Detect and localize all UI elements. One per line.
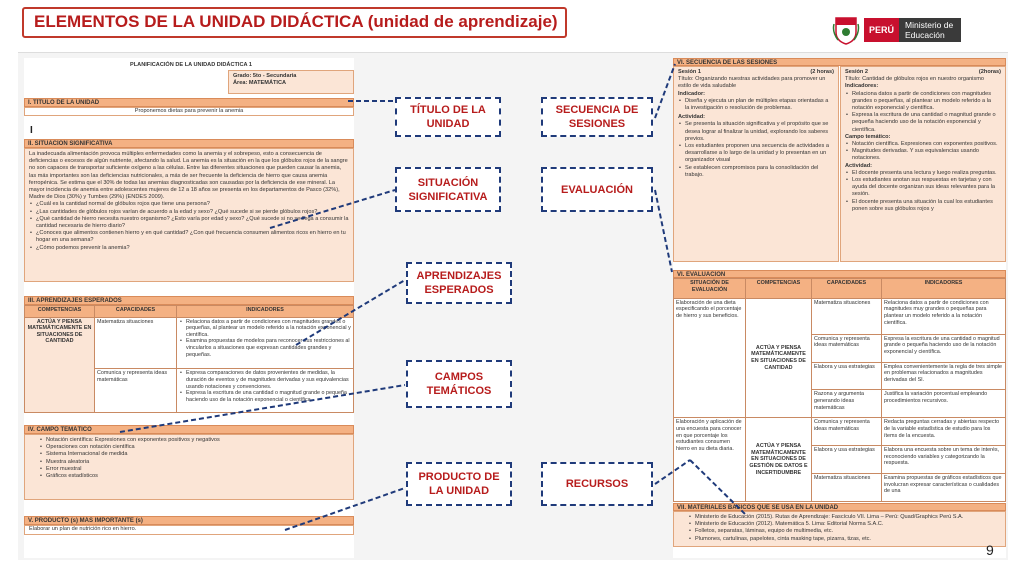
sec3-indicador: • Examina propuestas de modelos para reconocer sus restricciones al vincularlos a situaciones que expresan cantidades grandes y pequeñas.: [179, 338, 351, 358]
sec6-header: VI. SECUENCIA DE LAS SESIONES: [673, 58, 1006, 66]
page-number: 9: [986, 542, 994, 558]
sec4-body: [24, 434, 354, 500]
session2-actividad: • El docente presenta una situación la cual los estudiantes ponen sobre sus glóbulos rojos y: [845, 199, 1001, 213]
text-cursor: I: [30, 125, 33, 136]
area-text: Área: MATEMÁTICA: [233, 80, 287, 87]
callout-campos: CAMPOS TEMÁTICOS: [406, 360, 512, 408]
sec7-header: VI. EVALUACIÓN: [673, 270, 1006, 278]
material-item: • Ministerio de Educación (2015). Rutas de Aprendizaje: Fascículo VII. Lima – Perú: Quad/Graphics Perú S.A.: [688, 514, 1001, 521]
sec5-header: V. PRODUCTO (s) MÁS IMPORTANTE (s): [24, 516, 354, 525]
eval-capacidad: Comunica y representa ideas matemáticas: [812, 334, 882, 362]
session2-actividad-label: Actividad:: [845, 162, 873, 169]
slide-title: ELEMENTOS DE LA UNIDAD DIDÁCTICA (unidad de aprendizaje): [34, 12, 558, 31]
sec2-question: • ¿Conoces que alimentos contienen hierro y en qué cantidad? ¿Con qué frecuencia consumen alimentos ricos en hierro en tu hogar en una semana?: [29, 230, 349, 244]
sec3-indicadores: [177, 369, 354, 413]
evaluation-table: [673, 278, 1006, 502]
sec2-question: • ¿Las cantidades de glóbulos rojos varían de acuerdo a la edad y sexo? ¿Qué sucede si se pierde glóbulos rojos?: [29, 209, 349, 216]
session2-hours: (2horas): [978, 69, 1001, 75]
sec4-item: • Operaciones con notación científica: [39, 444, 349, 451]
session1-title: Sesión 1: [678, 69, 702, 75]
session1-titulo: Título: Organizando nuestras actividades para promover un estilo de vida saludable: [678, 76, 826, 90]
sec3-indicador: • Expresa comparaciones de datos provenientes de medidas, la duración de eventos y de magnitudes derivadas y sus equivalencias usando notaciones y convenciones.: [179, 370, 351, 390]
minedu-logo: [832, 14, 962, 46]
peru-label: PERÚ: [864, 18, 899, 42]
eval-competencia: ACTÚA Y PIENSA MATEMÁTICAMENTE EN SITUACIONES DE CANTIDAD: [746, 298, 812, 418]
grade-area-box: [228, 70, 354, 94]
sec2-questions: [29, 201, 349, 251]
sec2-question: • ¿Cómo podemos prevenir la anemia?: [29, 245, 349, 252]
eval-capacidad: Elabora y usa estrategias: [812, 446, 882, 474]
session2-title: Sesión 2: [845, 69, 869, 75]
session2-campo: • Notación científica. Expresiones con exponentes positivos.: [845, 141, 1001, 148]
session1-actividad-label: Actividad:: [678, 114, 706, 121]
sec5-value: Elaborar un plan de nutrición rico en hierro.: [24, 525, 354, 535]
material-item: • Plumones, cartulinas, papelotes, cinta masking tape, pizarra, tizas, etc.: [688, 536, 1001, 543]
plan-title: PLANIFICACIÓN DE LA UNIDAD DIDÁCTICA 1: [130, 62, 253, 68]
eval-capacidad: Matematiza situaciones: [812, 474, 882, 502]
sec8-header: VII. MATERIALES BÁSICOS QUE SE USA EN LA UNIDAD: [673, 503, 1006, 511]
session2-indicadores-label: Indicadores:: [845, 83, 879, 90]
eval-col: SITUACIÓN DE EVALUACIÓN: [674, 279, 746, 299]
sec4-item: • Notación científica: Expresiones con exponentes positivos y negativos: [39, 437, 349, 444]
eval-indicador: Redacta preguntas cerradas y abiertas respecto de la variable estadística de estudio para los ítems de la encuesta.: [882, 418, 1006, 446]
eval-capacidad: Elabora y usa estrategias: [812, 362, 882, 390]
sec4-item: • Error muestral: [39, 466, 349, 473]
sec3-header: III. APRENDIZAJES ESPERADOS: [24, 296, 354, 305]
eval-capacidad: Comunica y representa ideas matemáticas: [812, 418, 882, 446]
ministry-label: Ministerio de Educación: [899, 18, 961, 42]
eval-indicador: Expresa la escritura de una cantidad o magnitud grande o pequeña haciendo uso de la notación exponencial y científica.: [882, 334, 1006, 362]
sec2-question: • ¿Qué cantidad de hierro necesita nuestro organismo? ¿Esto varía por edad y sexo? ¿Qué sucede si no se llega a consumir la cantidad necesaria de hierro diario?: [29, 216, 349, 230]
slide-title-box: [22, 7, 567, 38]
callout-producto: PRODUCTO DE LA UNIDAD: [406, 462, 512, 506]
session2-actividad: • Los estudiantes anotan sus respuestas en tarjetas y con ayuda del docente organizan sus ideas relevantes para la sesión.: [845, 177, 1001, 199]
sec3-indicador: • Relaciona datos a partir de condiciones con magnitudes grandes o pequeñas, al plantear un modelo referido a la notación exponencial y científica.: [179, 319, 351, 339]
session1-box: [673, 66, 839, 262]
session2-titulo: Título: Cantidad de glóbulos rojos en nuestro organismo: [845, 76, 984, 83]
callout-titulo: TÍTULO DE LA UNIDAD: [395, 97, 501, 137]
eval-col: INDICADORES: [882, 279, 1006, 299]
callout-situacion: SITUACIÓN SIGNIFICATIVA: [395, 167, 501, 212]
sec3-capacidad: Comunica y representa ideas matemáticas: [95, 369, 177, 413]
session2-actividad: • El docente presenta una lectura y luego realiza preguntas.: [845, 170, 1001, 177]
eval-capacidad: Matematiza situaciones: [812, 298, 882, 334]
sec4-header: IV. CAMPO TEMÁTICO: [24, 425, 354, 434]
session2-campo-label: Campo temático:: [845, 133, 891, 140]
callout-secuencia: SECUENCIA DE SESIONES: [541, 97, 653, 137]
eval-indicador: Emplea convenientemente la regla de tres simple en problemas relacionados a magnitudes derivadas del SI.: [882, 362, 1006, 390]
eval-competencia: ACTÚA Y PIENSA MATEMÁTICAMENTE EN SITUACIONES DE GESTIÓN DE DATOS E INCERTIDUMBRE: [746, 418, 812, 502]
eval-indicador: Elabora una encuesta sobre un tema de interés, reconociendo variables y categorizando la respuesta.: [882, 446, 1006, 474]
eval-indicador: Examina propuestas de gráficos estadísticos que involucran expresar características o cualidades de una: [882, 474, 1006, 502]
sec3-table: [24, 305, 354, 413]
eval-col: COMPETENCIAS: [746, 279, 812, 299]
sec2-header: II. SITUACIÓN SIGNIFICATIVA: [24, 139, 354, 148]
session2-indicador: • Expresa la escritura de una cantidad o magnitud grande o pequeña haciendo uso de la notación exponencial y científica.: [845, 112, 1001, 134]
session1-actividad: • Se presenta la situación significativa y el propósito que se desea lograr al finalizar la unidad, explorando los saberes previos.: [678, 121, 834, 143]
session2-campo: • Magnitudes derivadas. Y sus equivalencias usando notaciones.: [845, 148, 1001, 162]
sec3-indicador: • Expresa la escritura de una cantidad o magnitud grande o pequeña haciendo uso de la notación exponencial o científica.: [179, 390, 351, 403]
materiales-box: [673, 511, 1006, 547]
sec4-item: • Gráficos estadísticos: [39, 473, 349, 480]
sec1-value: Proponemos dietas para prevenir la anemia: [24, 107, 354, 116]
session1-indicador-label: Indicador:: [678, 90, 706, 97]
sec3-col: COMPETENCIAS: [25, 306, 95, 318]
eval-situacion: Elaboración y aplicación de una encuesta para conocer en que porcentaje los estudiantes consumen hierro en su dieta diaria.: [674, 418, 746, 502]
sec3-capacidad: Matematiza situaciones: [95, 317, 177, 369]
sec3-indicadores: [177, 317, 354, 369]
session2-indicador: • Relaciona datos a partir de condiciones con magnitudes grandes o pequeñas, al plantear un modelo referido a la notación exponencial y científica.: [845, 91, 1001, 113]
session1-actividad: • Los estudiantes proponen una secuencia de actividades a desarrollarse a lo largo de la unidad y lo presentan en un organizador visual: [678, 143, 834, 165]
peru-shield-icon: [832, 14, 860, 46]
session2-box: [840, 66, 1006, 262]
sec3-col: INDICADORES: [177, 306, 354, 318]
sec1-header: I. TÍTULO DE LA UNIDAD: [24, 98, 354, 107]
eval-indicador: Relaciona datos a partir de condiciones con magnitudes muy grandes o pequeñas para plantear un modelo referido a la notación científica.: [882, 298, 1006, 334]
eval-situacion: Elaboración de una dieta especificando el porcentaje de hierro y sus beneficios.: [674, 298, 746, 418]
sec4-item: • Sistema Internacional de medida: [39, 451, 349, 458]
material-item: • Ministerio de Educación (2012). Matemática 5. Lima: Editorial Norma S.A.C.: [688, 521, 1001, 528]
eval-col: CAPACIDADES: [812, 279, 882, 299]
callout-evaluacion: EVALUACIÓN: [541, 167, 653, 212]
material-item: • Folletos, separatas, láminas, equipo de multimedia, etc.: [688, 528, 1001, 535]
session1-actividad: • Se establecen compromisos para la consolidación del trabajo.: [678, 165, 834, 179]
sec3-col: CAPACIDADES: [95, 306, 177, 318]
sec4-item: • Muestra aleatoria: [39, 459, 349, 466]
sec3-competencia: ACTÚA Y PIENSA MATEMÁTICAMENTE EN SITUACIONES DE CANTIDAD: [25, 317, 95, 412]
sec2-text: La inadecuada alimentación provoca múltiples enfermedades como la anemia y el sobrepeso, esto a consecuencia de deficiencias o excesos de algún nutriente, afectando la salud. La anemia es la situación en la que los glóbulos rojos de la sangre no son capaces de transportar suficiente oxígeno a las células. Entre las diferentes situaciones que pueden causar la anemia, las más importantes son las deficiencias nutricionales, a más de ser frecuente la deficiencia de hierro que causa anemia ferropénica. Se estima que el 30% de todas las anemias diagnosticadas son causadas por la deficiencia de ese mineral. La mayor incidencia de anemia entre adolescentes mujeres de 12 a 18 años se presenta en los departamentos de Pasco (32%), Madre de Dios (30%) y Tumbes (29%) (ENDES 2009).: [29, 151, 348, 201]
sec2-question: • ¿Cuál es la cantidad normal de glóbulos rojos que tiene una persona?: [29, 201, 349, 208]
session1-indicador: • Diseña y ejecuta un plan de múltiples etapas orientadas a la investigación o resolución de problemas.: [678, 98, 834, 112]
eval-indicador: Justifica la variación porcentual empleando procedimientos recursivos.: [882, 390, 1006, 418]
session1-hours: (2 horas): [810, 69, 834, 75]
sec2-body: [24, 148, 354, 282]
eval-capacidad: Razona y argumenta generando ideas matemáticas: [812, 390, 882, 418]
callout-aprendizajes: APRENDIZAJES ESPERADOS: [406, 262, 512, 304]
callout-recursos: RECURSOS: [541, 462, 653, 506]
grade-text: Grado: 5to - Secundaria: [233, 73, 297, 79]
